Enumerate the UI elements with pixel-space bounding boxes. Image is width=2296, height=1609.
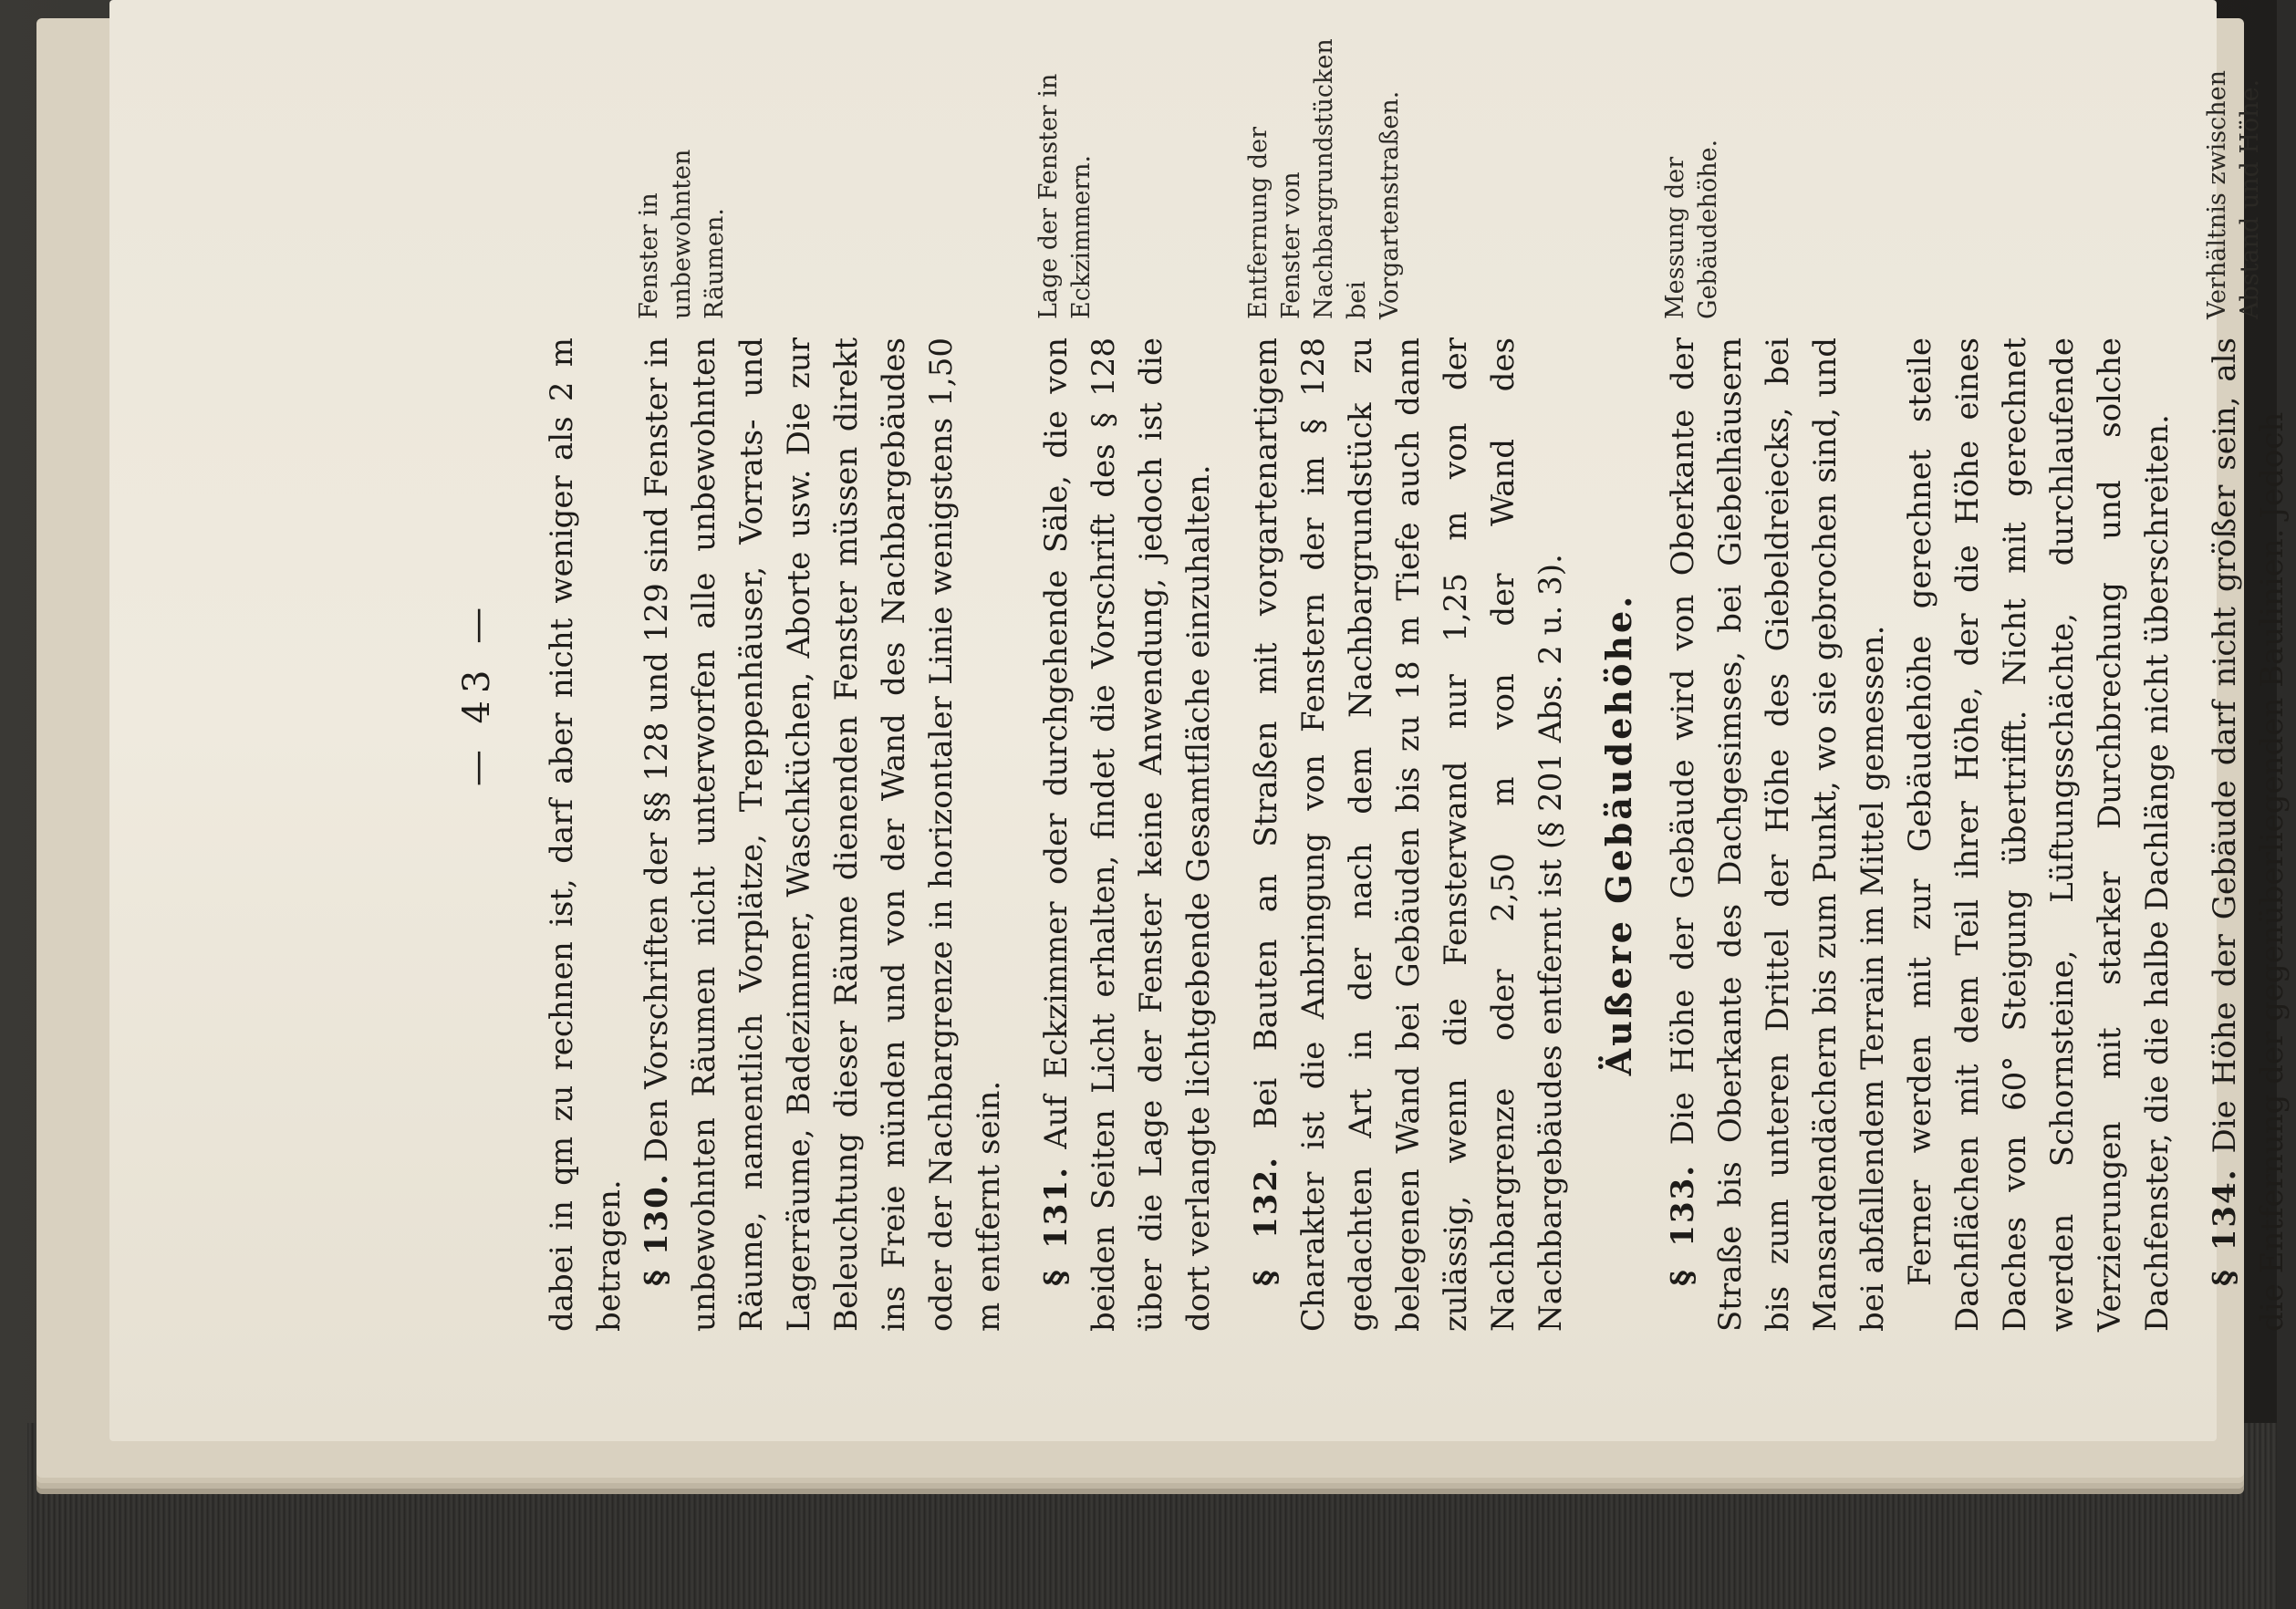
section-number: § 133.: [1665, 1163, 1701, 1286]
paragraph: [633, 337, 1013, 1332]
margin-note: Lage der Fenster in Eckzimmern.: [1034, 73, 1096, 319]
page-content: [456, 38, 2291, 1332]
margin-note: Fenster in unbewohnten Räumen.: [635, 149, 729, 319]
paragraph: [2201, 337, 2296, 1332]
margin-note: Entfernung der Fenster von Nachbargrundstücken bei Vorgartenstraßen.: [1244, 38, 1404, 319]
margin-note: Messung der Gebäudehöhe.: [1661, 139, 1722, 319]
paragraph: Ferner werden mit zur Gebäudehöhe gerechnet steile Dachflächen mit dem Teil ihrer Höhe, der die Höhe eines Daches von 60° Steigung übertrifft. Nicht mit gerechnet werden Schornsteine, Lüftungsschächte, durchlaufende Verzierungen mit starker Durchbrechung und solche Dachfenster, die die halbe Dachlänge nicht überschreiten.: [1902, 337, 2176, 1332]
page-number: — 43 —: [456, 599, 498, 787]
paragraph-text: Die Höhe der Gebäude wird von Oberkante der Straße bis Oberkante des Dachgesimses, bei Giebelhäusern bis zum unteren Drittel der Höhe des Giebeldreiecks, bei Mansardendächern bis zum Punkt, wo sie gebrochen sind, und bei abfallendem Terrain im Mittel gemessen.: [1665, 337, 1891, 1332]
paragraph: [1033, 337, 1222, 1332]
paragraph-text: Auf Eckzimmer oder durchgehende Säle, die von beiden Seiten Licht erhalten, findet die Vorschrift des § 128 über die Lage der Fenster keine Anwendung, jedoch ist die dort verlangte lichtgebende Gesamtfläche einzuhalten.: [1038, 337, 1217, 1332]
section-number: § 131.: [1038, 1166, 1075, 1286]
section-heading: Äußere Gebäudehöhe.: [1598, 593, 1639, 1076]
section-133: [1659, 55, 1896, 1332]
section-130: [633, 55, 1013, 1332]
paragraph-continuation: dabei in qm zu rechnen ist, darf aber nicht weniger als 2 m betragen.: [544, 337, 628, 1332]
section-number: § 132.: [1248, 1156, 1284, 1286]
section-number: § 134.: [2207, 1168, 2243, 1286]
paragraph: [1659, 337, 1896, 1332]
section-131: [1033, 55, 1222, 1332]
section-132: [1242, 38, 1574, 1332]
paragraph-text: Den Vorschriften der §§ 128 und 129 sind Fenster in unbewohnten Räumen nicht unterworfen alle unbewohnten Räume, namentlich Vorplätze, Treppenhäuser, Vorrats- und Lagerräume, Badezimmer, Waschküchen, Aborte usw. Die zur Beleuchtung dieser Räume dienenden Fenster müssen direkt ins Freie münden und von der Wand des Nachbargebäudes oder der Nachbargrenze in horizontaler Linie wenigstens 1,50 m entfernt sein.: [639, 337, 1007, 1332]
paragraph-text: Bei Bauten an Straßen mit vorgartenartigem Charakter ist die Anbringung von Fenstern der im § 128 gedachten Art in der nach dem Nachbargrundstück zu belegenen Wand bei Gebäuden bis zu 18 m Tiefe auch dann zulässig, wenn die Fensterwand nur 1,25 m von der Nachbargrenze oder 2,50 m von der Wand des Nachbargebäudes entfernt ist (§ 201 Abs. 2 u. 3).: [1248, 337, 1569, 1332]
margin-note: Verhältnis zwischen Abstand und Höhe.: [2203, 69, 2264, 319]
section-134: [2201, 55, 2296, 1332]
book-page: [109, 0, 2291, 1441]
paragraph: [1242, 337, 1574, 1332]
page-body: [538, 38, 2296, 1332]
paragraph-text: Die Höhe der Gebäude darf nicht größer sein, als die Entfernung der gegenüberliegenden Baulinien. Jedoch: [2207, 337, 2291, 1332]
section-number: § 130.: [639, 1172, 675, 1286]
